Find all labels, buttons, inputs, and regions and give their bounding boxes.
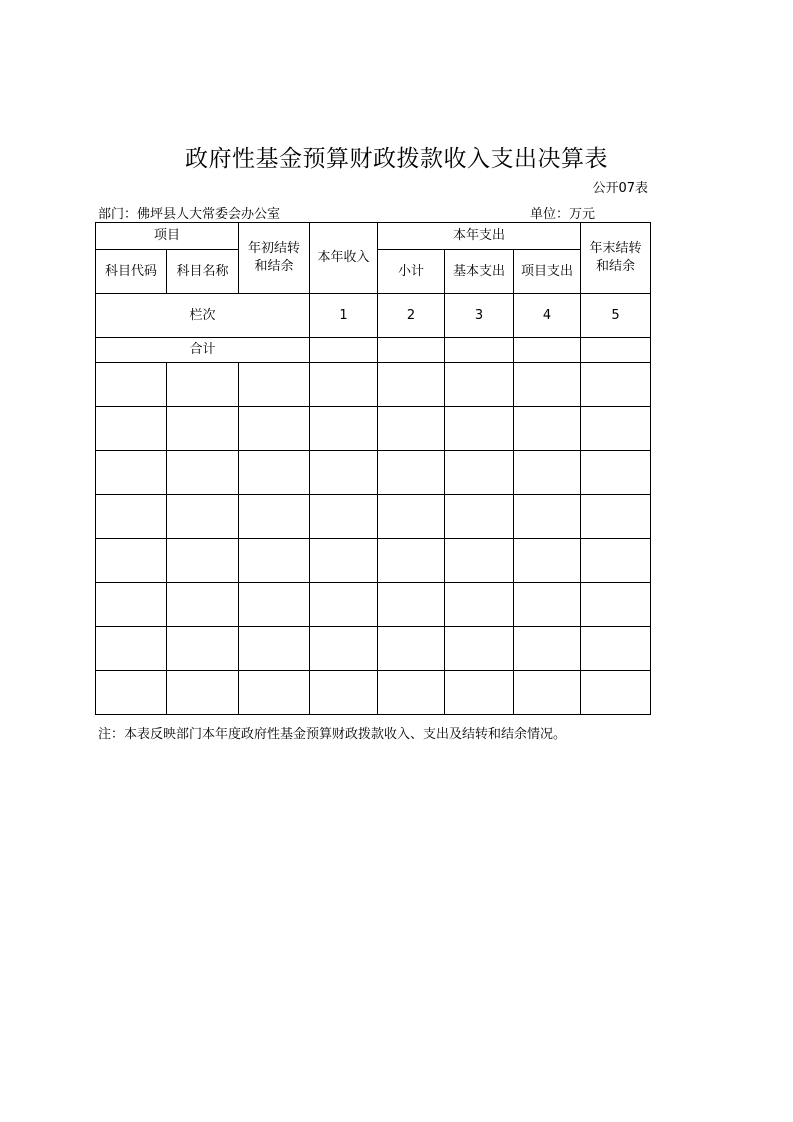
table-cell — [514, 407, 581, 451]
total-cell — [445, 338, 514, 363]
total-cell — [514, 338, 581, 363]
table-cell — [167, 407, 239, 451]
table-cell — [167, 627, 239, 671]
table-cell — [445, 627, 514, 671]
header-begin-balance-text: 年初结转和结余 — [248, 241, 301, 274]
header-basic: 基本支出 — [445, 250, 514, 294]
table-cell — [167, 363, 239, 407]
table-cell — [239, 671, 310, 715]
table-cell — [310, 539, 378, 583]
table-row — [96, 407, 651, 451]
table-cell — [239, 407, 310, 451]
table-row — [96, 451, 651, 495]
table-cell — [239, 495, 310, 539]
column-index-4: 4 — [514, 294, 581, 338]
table-row — [96, 363, 651, 407]
table-cell — [167, 671, 239, 715]
table-row — [96, 671, 651, 715]
table-cell — [445, 363, 514, 407]
table-cell — [310, 671, 378, 715]
header-item: 项目 — [96, 223, 239, 250]
table-cell — [378, 451, 445, 495]
table-cell — [445, 539, 514, 583]
form-number: 公开07表 — [592, 181, 648, 196]
table-cell — [581, 363, 651, 407]
table-cell — [514, 363, 581, 407]
total-cell — [581, 338, 651, 363]
header-income: 本年收入 — [310, 223, 378, 294]
table-cell — [239, 539, 310, 583]
header-subtotal: 小计 — [378, 250, 445, 294]
column-index-2: 2 — [378, 294, 445, 338]
table-cell — [514, 627, 581, 671]
table-row — [96, 627, 651, 671]
table-cell — [239, 363, 310, 407]
table-cell — [378, 363, 445, 407]
table-cell — [378, 583, 445, 627]
header-end-balance — [581, 223, 651, 294]
column-index-3: 3 — [445, 294, 514, 338]
table-cell — [96, 407, 167, 451]
table-cell — [514, 495, 581, 539]
header-begin-balance — [239, 223, 310, 294]
table-cell — [445, 407, 514, 451]
table-cell — [239, 451, 310, 495]
table-cell — [378, 495, 445, 539]
footnote: 注：本表反映部门本年度政府性基金预算财政拨款收入、支出及结转和结余情况。 — [98, 727, 567, 742]
table-cell — [581, 495, 651, 539]
table-cell — [581, 539, 651, 583]
table-cell — [581, 627, 651, 671]
table-cell — [96, 495, 167, 539]
table-cell — [96, 627, 167, 671]
table-body — [96, 223, 651, 715]
column-index-5: 5 — [581, 294, 651, 338]
unit-label: 单位：万元 — [530, 207, 596, 222]
table-cell — [581, 583, 651, 627]
table-cell — [378, 539, 445, 583]
table-cell — [445, 583, 514, 627]
table-cell — [445, 495, 514, 539]
table-cell — [310, 407, 378, 451]
table-cell — [378, 671, 445, 715]
department-label: 部门：佛坪县人大常委会办公室 — [98, 207, 281, 222]
table-cell — [167, 495, 239, 539]
header-expenditure: 本年支出 — [378, 223, 581, 250]
header-row-1 — [96, 223, 651, 250]
header-project: 项目支出 — [514, 250, 581, 294]
table-cell — [167, 583, 239, 627]
table-row — [96, 495, 651, 539]
table-row — [96, 583, 651, 627]
table-cell — [96, 451, 167, 495]
table-cell — [310, 583, 378, 627]
table-cell — [310, 627, 378, 671]
table-cell — [96, 363, 167, 407]
table-cell — [378, 407, 445, 451]
column-index-label: 栏次 — [96, 294, 310, 338]
column-index-row — [96, 294, 651, 338]
table-row — [96, 539, 651, 583]
table-cell — [514, 671, 581, 715]
header-name: 科目名称 — [167, 250, 239, 294]
table-cell — [445, 671, 514, 715]
table-cell — [514, 451, 581, 495]
total-label: 合计 — [96, 338, 310, 363]
header-code: 科目代码 — [96, 250, 167, 294]
table-cell — [581, 671, 651, 715]
budget-table — [95, 222, 651, 715]
table-cell — [310, 451, 378, 495]
total-cell — [310, 338, 378, 363]
table-cell — [96, 583, 167, 627]
table-cell — [581, 451, 651, 495]
column-index-1: 1 — [310, 294, 378, 338]
table-cell — [96, 671, 167, 715]
table-cell — [514, 583, 581, 627]
table-cell — [310, 495, 378, 539]
total-row — [96, 338, 651, 363]
table-cell — [167, 539, 239, 583]
table-cell — [581, 407, 651, 451]
table-cell — [514, 539, 581, 583]
table-cell — [167, 451, 239, 495]
table-cell — [310, 363, 378, 407]
table-cell — [239, 627, 310, 671]
table-cell — [378, 627, 445, 671]
total-cell — [378, 338, 445, 363]
page-title: 政府性基金预算财政拨款收入支出决算表 — [185, 146, 608, 172]
table-cell — [96, 539, 167, 583]
table-cell — [239, 583, 310, 627]
header-end-balance-text: 年末结转和结余 — [589, 241, 642, 274]
table-cell — [445, 451, 514, 495]
